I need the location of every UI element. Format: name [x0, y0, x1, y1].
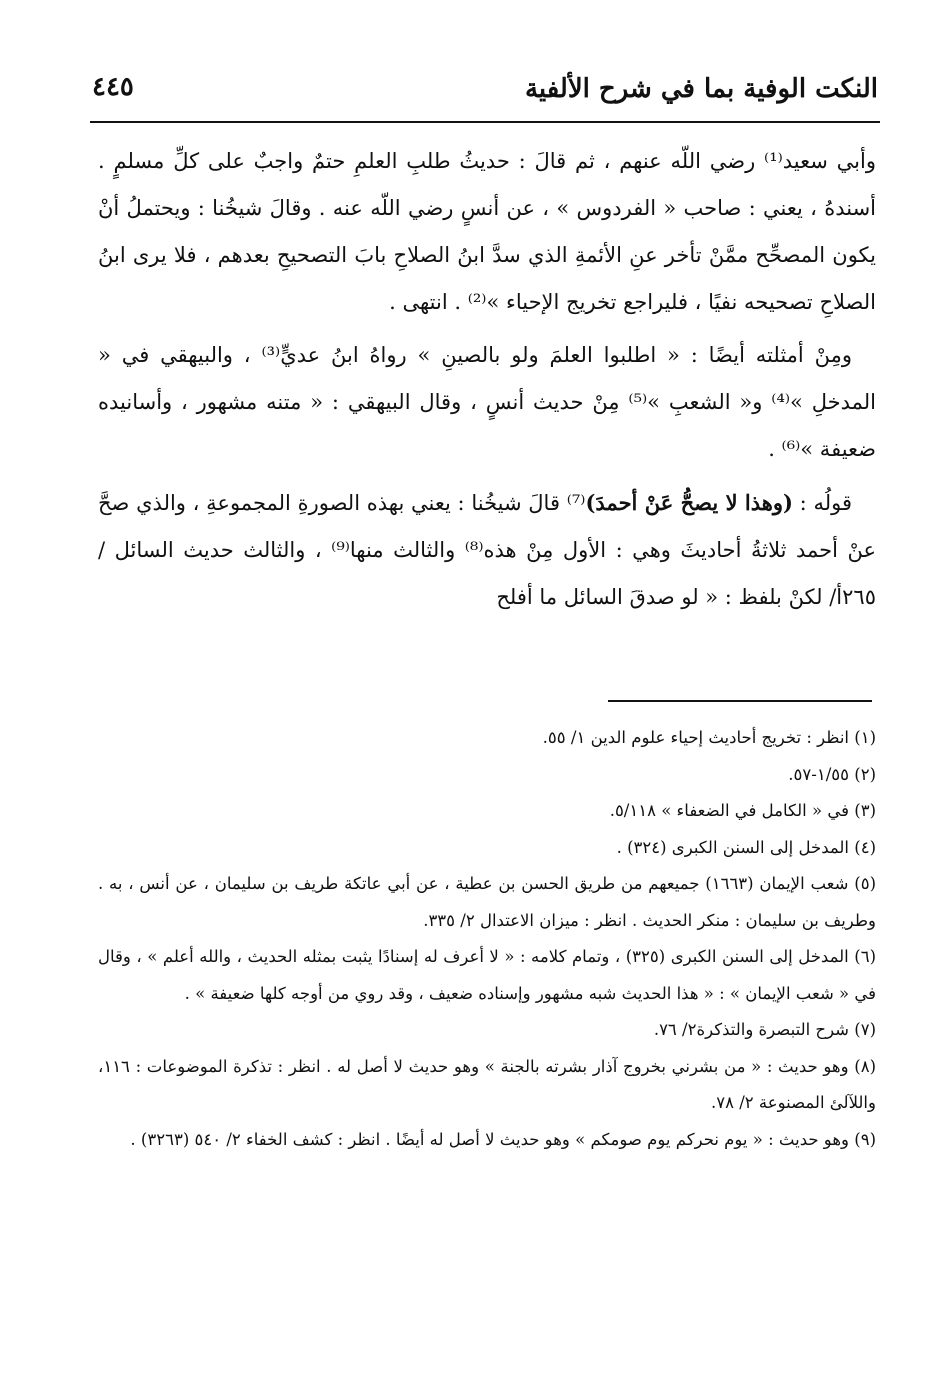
page-header — [92, 62, 878, 120]
footnote: (٥) شعب الإيمان (١٦٦٣) جميعهم من طريق الحسن بن عطية ، عن أبي عاتكة طريف بن سليمان ، عن أنس ، به . وطريف بن سليمان : منكر الحديث . انظر : ميزان الاعتدال ٢/ ٣٣٥. — [98, 874, 876, 930]
footnotes — [98, 720, 876, 1158]
footnote: (٩) وهو حديث : « يوم نحركم يوم صومكم » وهو حديث لا أصل له أيضًا . انظر : كشف الخفاء ٢/ ٥٤٠ (٣٢٦٣) . — [130, 1129, 876, 1149]
main-text — [98, 138, 876, 621]
main-paragraph — [98, 332, 876, 473]
quote-label: قولُه : — [792, 491, 852, 515]
footnote: (٦) المدخل إلى السنن الكبرى (٣٢٥) ، وتمام كلامه : « لا أعرف له إسنادًا يثبت بمثله الحديث ، والله أعلم » ، وقال في « شعب الإيمان » : « هذا الحديث شبه مشهور وإسناده ضعيف ، وقد روي من أوجه كلها ضعيفة » . — [98, 947, 877, 1003]
header-rule — [90, 121, 880, 123]
footnote: (٣) في « الكامل في الضعفاء » ٥/١١٨. — [609, 801, 876, 820]
main-paragraph: وأبي سعيد⁽¹⁾ رضي اللّه عنهم ، ثم قالَ : حديثُ طلبِ العلمِ حتمٌ واجبٌ على كلِّ مسلمٍ . أسندهُ ، يعني : صاحب « الفردوس » ، عن أنسٍ رضي اللّه عنه . وقالَ شيخُنا : ويحتملُ أنْ يكون المصحِّح ممَّنْ تأخر عنِ الأئمةِ الذي سدَّ ابنُ الصلاحِ بابَ التصحيحِ بعدهم ، فلا يرى ابنُ الصلاحِ تصحيحه نفيًا ، فليراجع تخريج الإحياء »⁽²⁾ . انتهى . — [98, 149, 877, 314]
running-title: النكت الوفية بما في شرح الألفية — [524, 74, 878, 104]
footnote-rule — [608, 700, 872, 702]
footnote: (١) انظر : تخريج أحاديث إحياء علوم الدين ١/ ٥٥. — [542, 728, 876, 747]
quoted-phrase: (وهذا لا يصحُّ عَنْ أحمدَ) — [585, 490, 793, 515]
page-number: ٤٤٥ — [92, 72, 134, 102]
main-paragraph-text: ⁽⁷⁾ قالَ شيخُنا : يعني بهذه الصورةِ المجموعةِ ، والذي صحَّ عنْ أحمد ثلاثةُ أحاديثَ وهي : الأول مِنْ هذه⁽⁸⁾ والثالث منها⁽⁹⁾ ، والثالث حديث السائل /٢٦٥أ/ لكنْ بلفظ : « لو صدقَ السائل ما أفلح — [98, 491, 876, 609]
footnote: (٧) شرح التبصرة والتذكرة٢/ ٧٦. — [653, 1020, 876, 1039]
main-paragraph-text: ومِنْ أمثلته أيضًا : « اطلبوا العلمَ ولو بالصينِ » رواهُ ابنُ عديٍّ⁽³⁾ ، والبيهقي في « المدخلِ »⁽⁴⁾ و« الشعبِ »⁽⁵⁾ مِنْ حديث أنسٍ ، وقال البيهقي : « متنه مشهور ، وأسانيده ضعيفة »⁽⁶⁾ . — [98, 343, 876, 461]
footnote: (٨) وهو حديث : « من بشرني بخروج آذار بشرته بالجنة » وهو حديث لا أصل له . انظر : تذكرة الموضوعات : ١١٦، واللآلئ المصنوعة ٢/ ٧٨. — [98, 1056, 876, 1112]
footnote: (٢) ١/٥٥-٥٧. — [788, 764, 876, 784]
footnote: (٤) المدخل إلى السنن الكبرى (٣٢٤) . — [616, 837, 876, 857]
main-paragraph — [98, 479, 876, 621]
